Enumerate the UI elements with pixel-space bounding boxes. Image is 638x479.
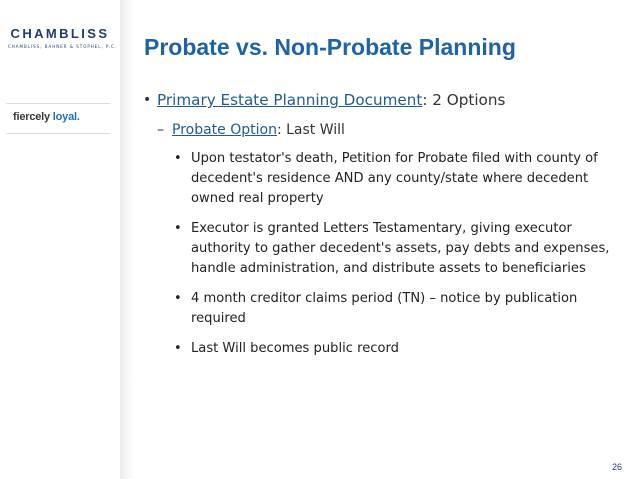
dash-icon: – xyxy=(157,122,164,138)
tagline-divider-top xyxy=(6,103,110,104)
tagline-word-1: fiercely xyxy=(13,111,50,123)
list-item-text: Executor is granted Letters Testamentary, giving executor authority to gather decedent's assets, pay debts and expenses, handle administration, and distribute assets to beneficiaries xyxy=(191,221,610,276)
sidebar xyxy=(0,0,120,479)
primary-document-link[interactable]: Primary Estate Planning Document xyxy=(157,91,423,109)
list-item-text: Last Will becomes public record xyxy=(191,341,399,356)
tagline-divider-bottom xyxy=(6,133,110,134)
logo-name: CHAMBLISS xyxy=(10,26,110,41)
logo-subtitle: CHAMBLISS, BAHNER & STOPHEL, P.C. xyxy=(8,44,118,49)
level2-rest: : Last Will xyxy=(276,122,345,138)
list-item-text: Upon testator's death, Petition for Probate filed with county of decedent's residence AND any county/state where decedent owned real property xyxy=(191,151,598,206)
bullet-dot-icon: • xyxy=(174,151,182,166)
page-number: 26 xyxy=(612,462,623,472)
probate-option-link[interactable]: Probate Option xyxy=(172,122,277,138)
bullet-dot-icon: • xyxy=(143,92,152,108)
slide-content xyxy=(143,89,628,359)
bullet-dot-icon: • xyxy=(174,221,182,236)
list-item xyxy=(174,339,628,359)
level2-bullet xyxy=(157,120,628,140)
level1-bullet xyxy=(143,89,628,111)
list-item xyxy=(174,289,628,329)
list-item-text: 4 month creditor claims period (TN) – notice by publication required xyxy=(191,291,578,326)
level1-rest: : 2 Options xyxy=(422,91,506,109)
bullet-dot-icon: • xyxy=(174,341,182,356)
list-item xyxy=(174,149,628,209)
level1-text xyxy=(157,89,505,111)
slide-title: Probate vs. Non-Probate Planning xyxy=(144,34,516,60)
bullet-dot-icon: • xyxy=(174,291,182,306)
firm-logo xyxy=(8,26,118,49)
sidebar-divider xyxy=(120,0,134,479)
tagline-word-2: loyal. xyxy=(52,111,80,123)
level3-list xyxy=(143,149,628,359)
level2-text xyxy=(172,120,345,140)
list-item xyxy=(174,219,628,279)
tagline xyxy=(13,111,80,123)
